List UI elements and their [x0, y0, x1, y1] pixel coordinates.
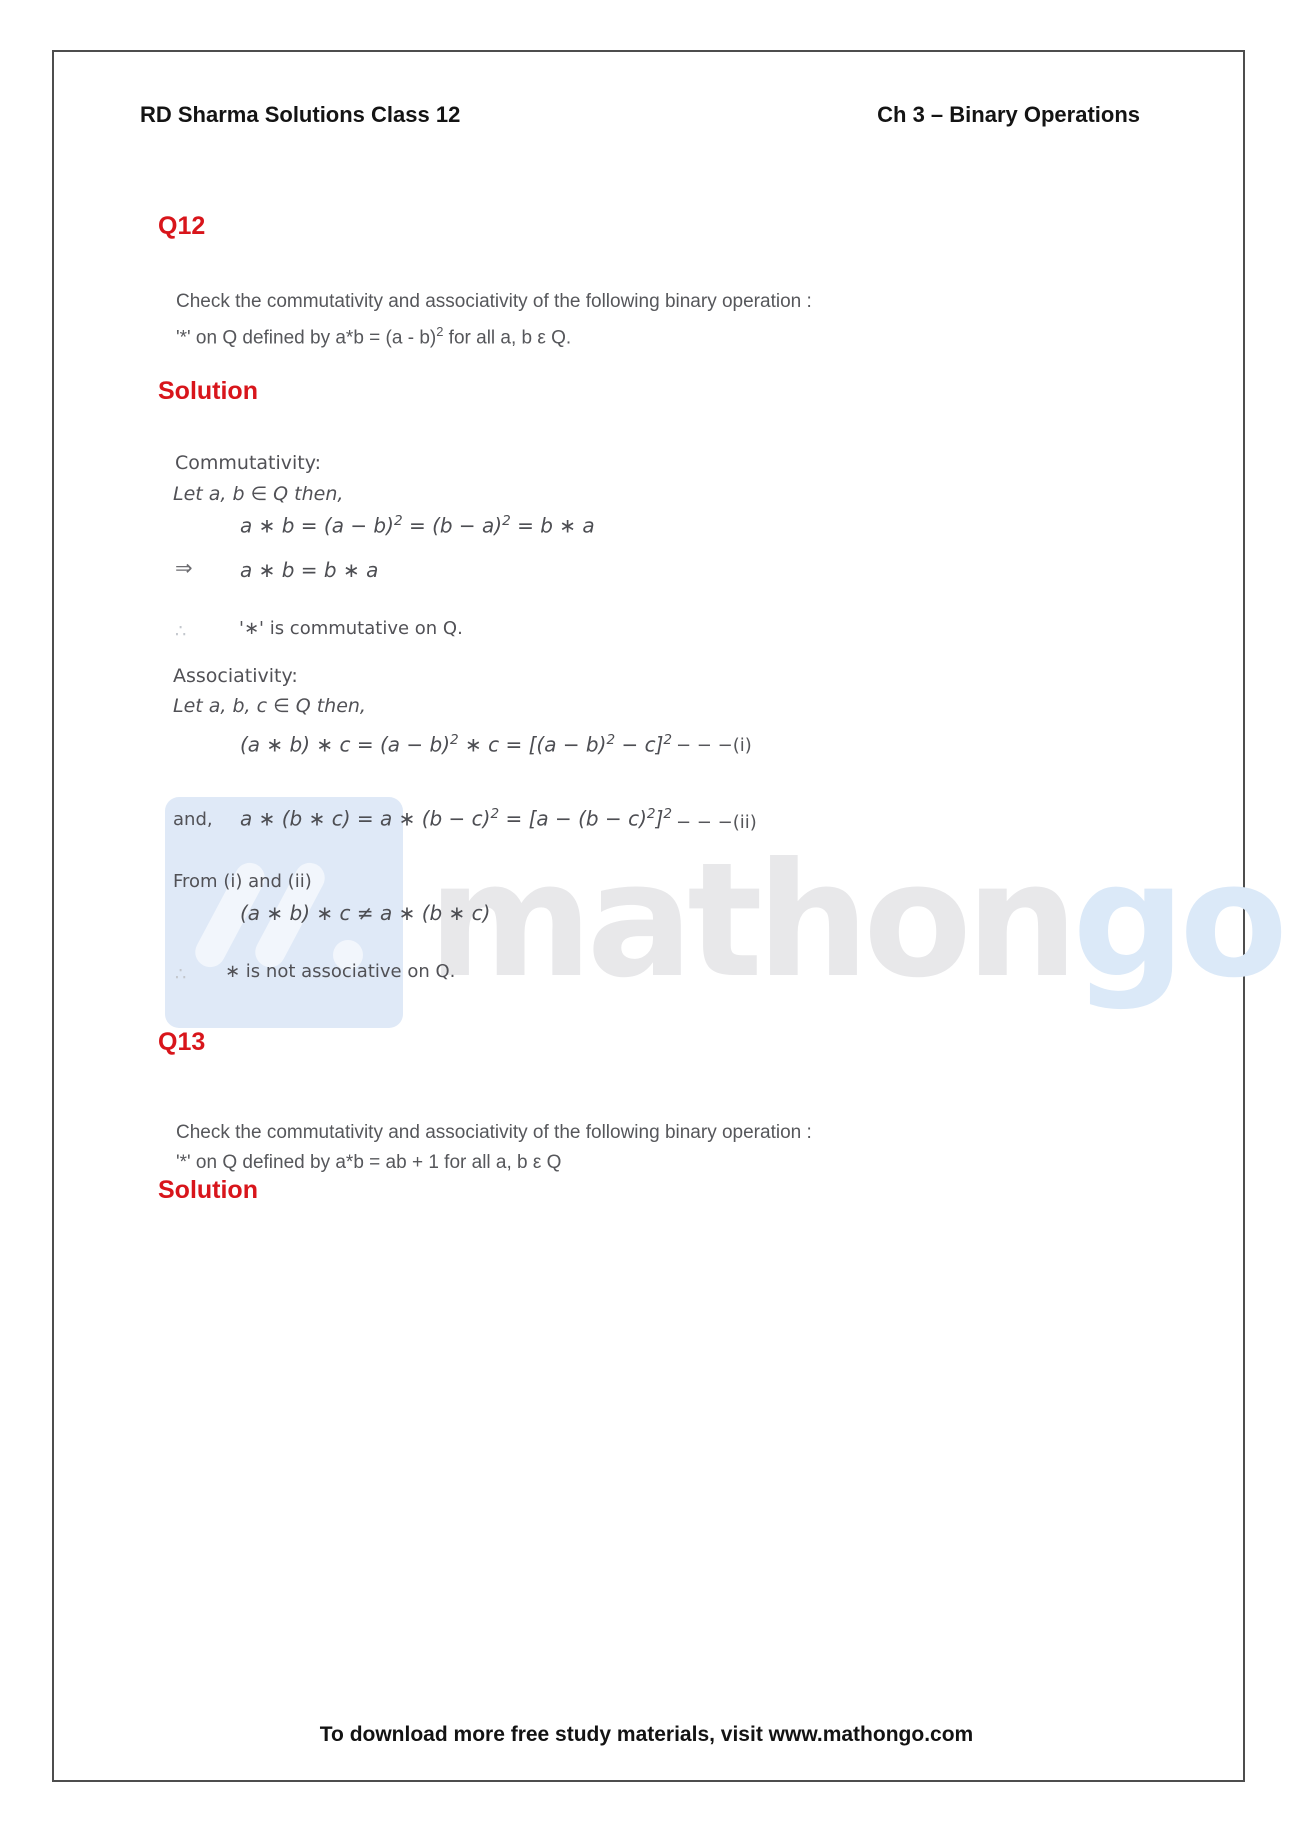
therefore-symbol: ∴	[175, 621, 187, 642]
q13-problem-line1: Check the commutativity and associativity of the following binary operation :	[176, 1122, 812, 1143]
commutativity-eq2: a ∗ b = b ∗ a	[240, 558, 379, 582]
header-right-title: Ch 3 – Binary Operations	[877, 102, 1140, 127]
commutativity-conclusion: '∗' is commutative on Q.	[239, 618, 463, 639]
footer-note: To download more free study materials, visit www.mathongo.com	[319, 1723, 974, 1746]
mathongo-watermark	[428, 829, 1282, 1013]
associativity-conclusion: ∗ is not associative on Q.	[225, 961, 456, 982]
associativity-let-line: Let a, b, c ∈ Q then,	[173, 695, 366, 717]
q13-heading: Q13	[158, 1028, 206, 1056]
q13-problem-line2: '*' on Q defined by a*b = ab + 1 for all a, b ε Q	[176, 1152, 562, 1173]
commutativity-let-line: Let a, b ∈ Q then,	[173, 483, 344, 505]
therefore-symbol: ∴	[175, 964, 187, 985]
and-label: and,	[173, 809, 213, 830]
q13-problem	[176, 1118, 812, 1178]
eq-i-tag: − − −(i)	[676, 735, 752, 756]
q12-problem-line1: Check the commutativity and associativity of the following binary operation :	[176, 291, 812, 312]
associativity-eq-i: (a ∗ b) ∗ $c = (a - b)^2$ ∗ $c = [(a - b)^2 - c]^2$	[240, 732, 673, 757]
q12-problem	[176, 287, 812, 353]
watermark-gray-text: mathon	[428, 829, 1073, 1013]
from-line: From (i) and (ii)	[173, 871, 312, 892]
commutativity-eq1: a ∗ $b = (a - b)^2 = (b - a)^2 = b$ ∗ a	[240, 513, 595, 538]
associativity-eq-neq: (a ∗ b) ∗ c ≠ a ∗ (b ∗ c)	[240, 901, 491, 925]
associativity-title: Associativity:	[173, 665, 298, 687]
implies-symbol: ⇒	[175, 556, 193, 580]
header-left-title: RD Sharma Solutions Class 12	[140, 102, 461, 127]
q12-heading: Q12	[158, 212, 206, 240]
q13-solution-heading: Solution	[158, 1176, 258, 1204]
associativity-eq-ii: a ∗ (b ∗ c) = a ∗ $(b - c)^2 = [a - (b - c)^2]^2$	[240, 806, 673, 831]
q12-solution-heading: Solution	[158, 377, 258, 405]
watermark-blue-text: go	[1072, 829, 1282, 1013]
eq-ii-tag: − − −(ii)	[676, 812, 757, 833]
commutativity-title: Commutativity:	[175, 452, 322, 474]
q12-problem-line2: '*' on Q defined by a*b = (a - b)$^2$ for all a, b ε Q.	[176, 324, 572, 349]
